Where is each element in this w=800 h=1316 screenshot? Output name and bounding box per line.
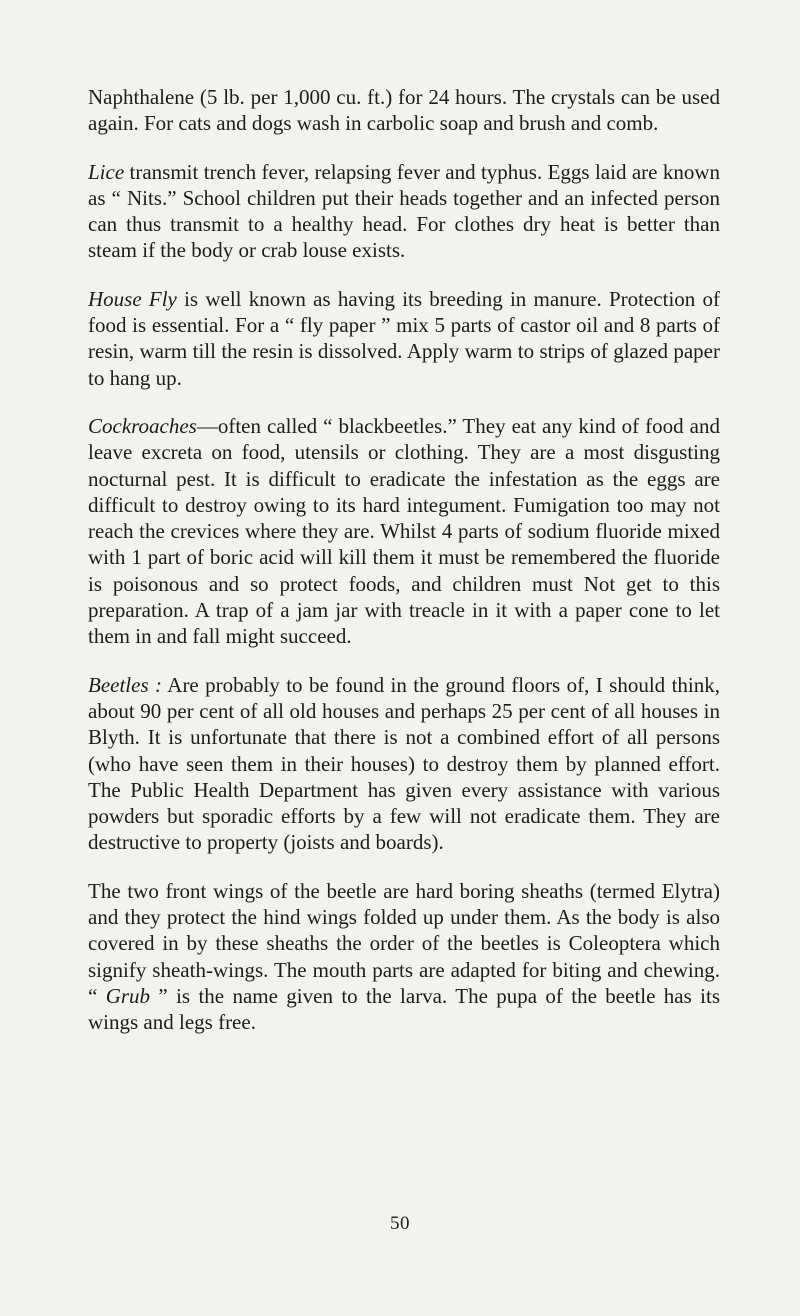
paragraph-text: ” is the name given to the larva. The pupa of the beetle has its wings and legs free.	[88, 983, 720, 1035]
paragraph-beetle-wings	[88, 878, 720, 1036]
paragraph-cockroaches	[88, 413, 720, 650]
grub-term: Grub	[105, 983, 151, 1008]
paragraph-text: The two front wings of the beetle are hard boring sheaths (termed Elytra) and they protect the hind wings folded up under them. As the body is also covered in by these sheaths the order of the beetles is Coleoptera which signify sheath-wings. The mouth parts are adapted for biting and chewing. “	[88, 878, 720, 1008]
paragraph-lead: Lice	[88, 159, 125, 184]
page-number: 50	[390, 1213, 410, 1234]
paragraph-text: transmit trench fever, relapsing fever and typhus. Eggs laid are known as “ Nits.” School children put their heads together and an infected person can thus transmit to a healthy head. For clothes dry heat is better than steam if the body or crab louse exists.	[88, 159, 720, 263]
paragraph-text: Naphthalene (5 lb. per 1,000 cu. ft.) for 24 hours. The crystals can be used again. For cats and dogs wash in carbolic soap and brush and comb.	[88, 85, 720, 136]
paragraph-lice	[88, 159, 720, 264]
paragraph-text: is well known as having its breeding in manure. Protection of food is essential. For a “ fly paper ” mix 5 parts of castor oil and 8 parts of resin, warm till the resin is dissolved. Apply warm to strips of glazed paper to hang up.	[88, 286, 720, 390]
paragraph-lead: House Fly	[88, 286, 177, 311]
page-body	[88, 84, 720, 1058]
paragraph-text: Are probably to be found in the ground floors of, I should think, about 90 per cent of all old houses and perhaps 25 per cent of all houses in Blyth. It is unfortunate that there is not a combined effort of all persons (who have seen them in their houses) to destroy them by planned effort. The Public Health Department has given every assistance with various powders but sporadic efforts by a few will not eradicate them. They are destructive to property (joists and boards).	[88, 672, 720, 855]
paragraph-lead: Beetles :	[88, 672, 163, 697]
paragraph-naphthalene	[88, 84, 720, 137]
paragraph-beetles	[88, 672, 720, 856]
paragraph-text: —often called “ blackbeetles.” They eat any kind of food and leave excreta on food, utensils or clothing. They are a most disgusting nocturnal pest. It is difficult to eradicate the infestation as the eggs are difficult to destroy owing to its hard integument. Fumigation too may not reach the crevices where they are. Whilst 4 parts of sodium fluoride mixed with 1 part of boric acid will kill them it must be remembered the fluoride is poisonous and so protect foods, and children must Not get to this preparation. A trap of a jam jar with treacle in it with a paper cone to let them in and fall might succeed.	[88, 413, 720, 649]
paragraph-lead: Cockroaches	[88, 413, 197, 438]
paragraph-house-fly	[88, 286, 720, 391]
